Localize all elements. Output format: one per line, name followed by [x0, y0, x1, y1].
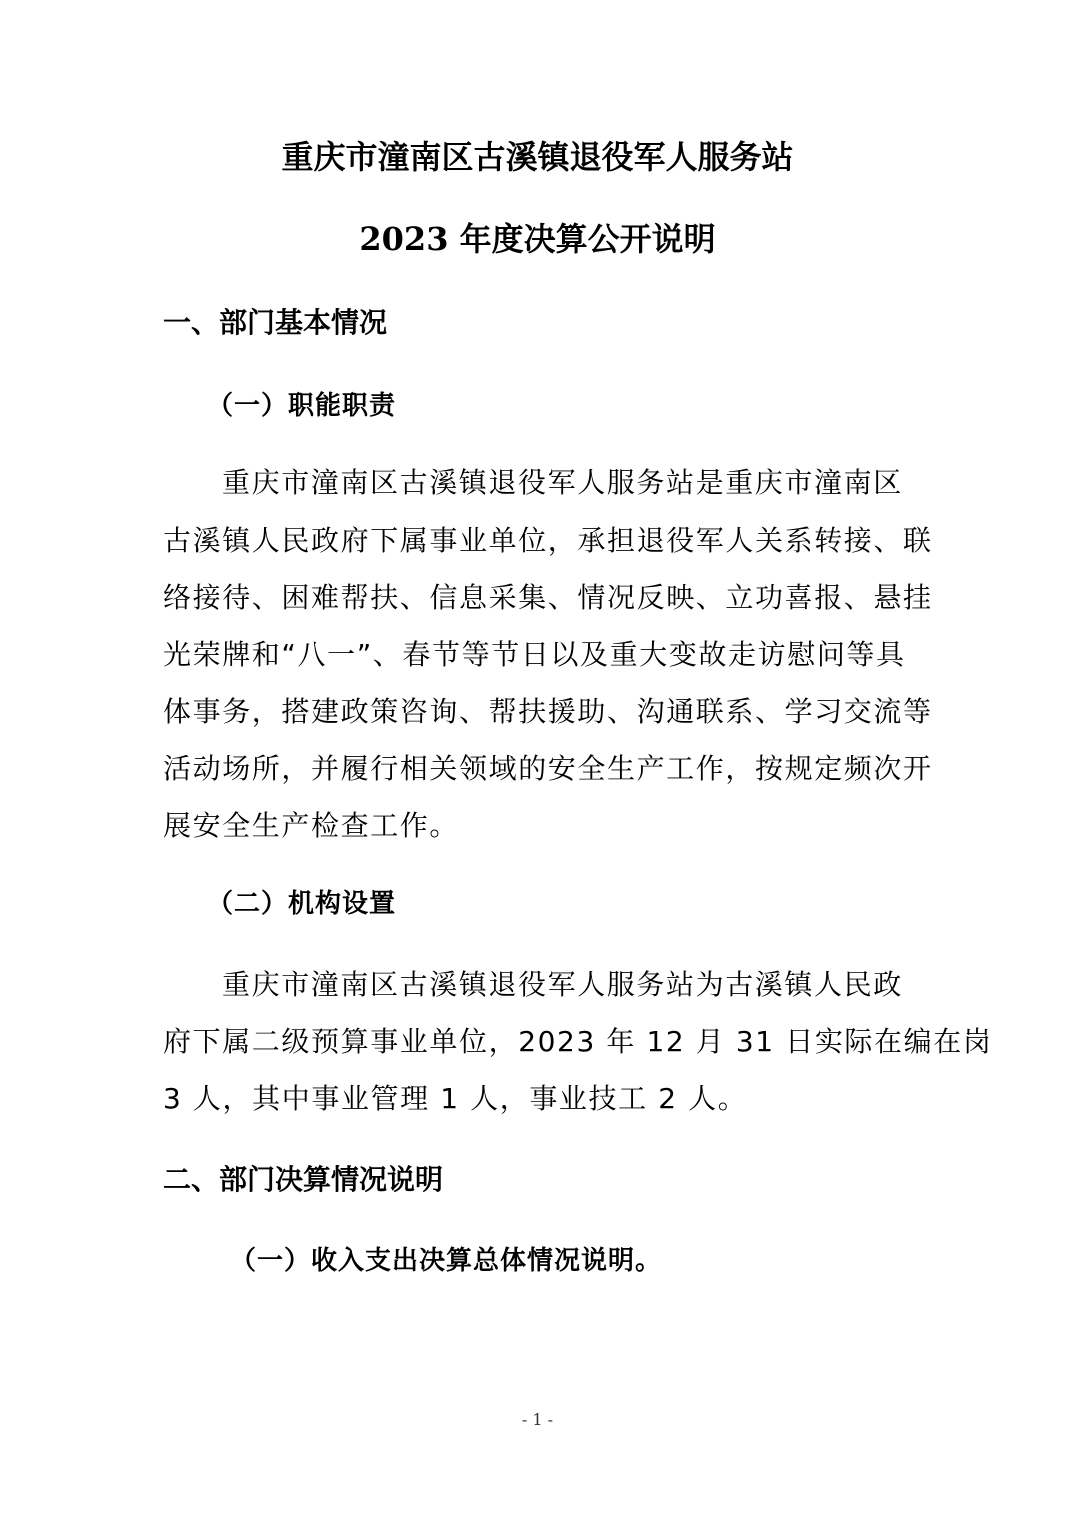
paragraph-line: 重庆市潼南区古溪镇退役军人服务站是重庆市潼南区 [222, 466, 903, 499]
paragraph-line: 络接待、困难帮扶、信息采集、情况反映、立功喜报、悬挂 [163, 581, 933, 614]
paragraph-line: 重庆市潼南区古溪镇退役军人服务站为古溪镇人民政 [222, 968, 903, 1001]
section-2-sub-1-heading: （一）收入支出决算总体情况说明。 [230, 1246, 663, 1276]
section-1-sub-1-heading: （一）职能职责 [207, 391, 397, 421]
section-1-sub-2-heading: （二）机构设置 [207, 889, 397, 919]
paragraph-line: 展安全生产检查工作。 [163, 809, 460, 842]
page-number: - 1 - [521, 1410, 554, 1429]
paragraph-line: 古溪镇人民政府下属事业单位，承担退役军人关系转接、联 [163, 524, 933, 557]
section-1-heading: 一、部门基本情况 [163, 306, 388, 339]
paragraph-line: 府下属二级预算事业单位，2023 年 12 月 31 日实际在编在岗 [163, 1025, 993, 1058]
document-title-line-2: 2023 年度决算公开说明 [359, 220, 716, 258]
paragraph-line: 光荣牌和“八一”、春节等节日以及重大变故走访慰问等具 [163, 638, 906, 671]
paragraph-line: 3 人，其中事业管理 1 人，事业技工 2 人。 [163, 1082, 748, 1115]
document-title-line-1: 重庆市潼南区古溪镇退役军人服务站 [281, 138, 794, 176]
paragraph-line: 活动场所，并履行相关领域的安全生产工作，按规定频次开 [163, 752, 933, 785]
section-2-heading: 二、部门决算情况说明 [163, 1163, 444, 1196]
paragraph-line: 体事务，搭建政策咨询、帮扶援助、沟通联系、学习交流等 [163, 695, 933, 728]
